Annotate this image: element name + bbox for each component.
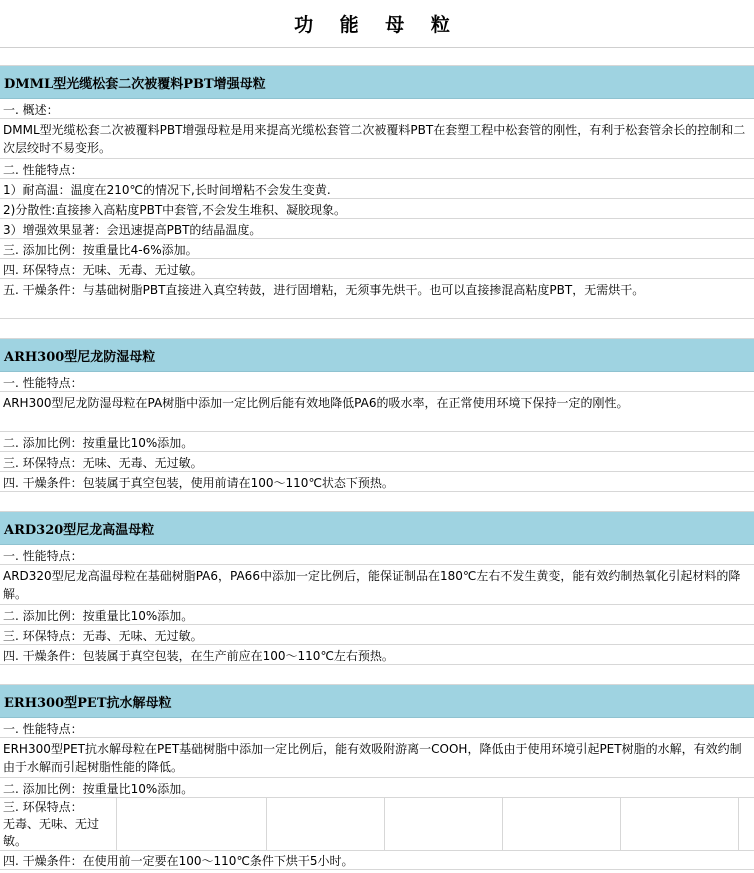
- section-header: [0, 685, 754, 718]
- text-row: 一. 性能特点：: [0, 545, 754, 565]
- text-row: ERH300型PET抗水解母粒在PET基础树脂中添加一定比例后，能有效吸附游离一COOH，降低由于使用环境引起PET树脂的水解，有效约制由于水解而引起树脂性能的降低。: [0, 738, 754, 778]
- text-row: 2)分散性:直接掺入高粘度PBT中套管,不会发生堆积、凝胶现象。: [0, 199, 754, 219]
- section-title: DMML型光缆松套二次被覆料PBT增强母粒: [4, 76, 266, 92]
- cell-text: 三. 环保特点： 无毒、无味、无过敏。: [3, 800, 100, 848]
- text-row: 二. 添加比例：按重量比10%添加。: [0, 605, 754, 625]
- section-title: ARH300型尼龙防湿母粒: [4, 349, 156, 365]
- text-row: 一. 概述：: [0, 99, 754, 119]
- text-row: DMML型光缆松套二次被覆料PBT增强母粒是用来提高光缆松套管二次被覆料PBT在套塑工程中松套管的刚性，有利于松套管余长的控制和二次层绞时不易变形。: [0, 119, 754, 159]
- text-row: 四. 环保特点：无味、无毒、无过敏。: [0, 259, 754, 279]
- title-row: [0, 0, 754, 48]
- cell-divider: [502, 798, 503, 850]
- blank-row: [0, 665, 754, 685]
- text-row: 3）增强效果显著：会迅速提高PBT的结晶温度。: [0, 219, 754, 239]
- text-row: 三. 环保特点：无味、无毒、无过敏。: [0, 452, 754, 472]
- cell-divider: [620, 798, 621, 850]
- text-row: 三. 添加比例：按重量比4-6%添加。: [0, 239, 754, 259]
- text-row: ARH300型尼龙防湿母粒在PA树脂中添加一定比例后能有效地降低PA6的吸水率，在正常使用环境下保持一定的刚性。: [0, 392, 754, 432]
- text-row: 三. 环保特点：无毒、无味、无过敏。: [0, 625, 754, 645]
- text-row: 二. 添加比例：按重量比10%添加。: [0, 778, 754, 798]
- section-title: ERH300型PET抗水解母粒: [4, 695, 172, 711]
- text-row: 四. 干燥条件：包装属于真空包装，在生产前应在100～110℃左右预热。: [0, 645, 754, 665]
- page-title: 功 能 母 粒: [294, 14, 460, 36]
- text-row: ARD320型尼龙高温母粒在基础树脂PA6，PA66中添加一定比例后，能保证制品在180℃左右不发生黄变，能有效约制热氧化引起材料的降解。: [0, 565, 754, 605]
- text-row: 二. 性能特点：: [0, 159, 754, 179]
- text-row: 五. 干燥条件：与基础树脂PBT直接进入真空转鼓，进行固增粘，无须事先烘干。也可以直接掺混高粘度PBT，无需烘干。: [0, 279, 754, 319]
- text-row: 1）耐高温：温度在210℃的情况下,长时间增粘不会发生变黄.: [0, 179, 754, 199]
- text-row: 一. 性能特点：: [0, 372, 754, 392]
- text-row: 四. 干燥条件：包装属于真空包装，使用前请在100～110℃状态下预热。: [0, 472, 754, 492]
- text-row: 二. 添加比例：按重量比10%添加。: [0, 432, 754, 452]
- section-title: ARD320型尼龙高温母粒: [4, 522, 155, 538]
- section-header: [0, 66, 754, 99]
- cell-divider: [738, 798, 739, 850]
- section-header: [0, 512, 754, 545]
- text-row: 四. 干燥条件：在使用前一定要在100～110℃条件下烘干5小时。: [0, 850, 754, 870]
- wrapped-cell: [0, 798, 117, 850]
- text-row: 一. 性能特点：: [0, 718, 754, 738]
- blank-row: [0, 48, 754, 66]
- cell-divider: [266, 798, 267, 850]
- cell-divider: [384, 798, 385, 850]
- grid-row: [0, 798, 754, 851]
- section-header: [0, 339, 754, 372]
- blank-row: [0, 319, 754, 339]
- blank-row: [0, 492, 754, 512]
